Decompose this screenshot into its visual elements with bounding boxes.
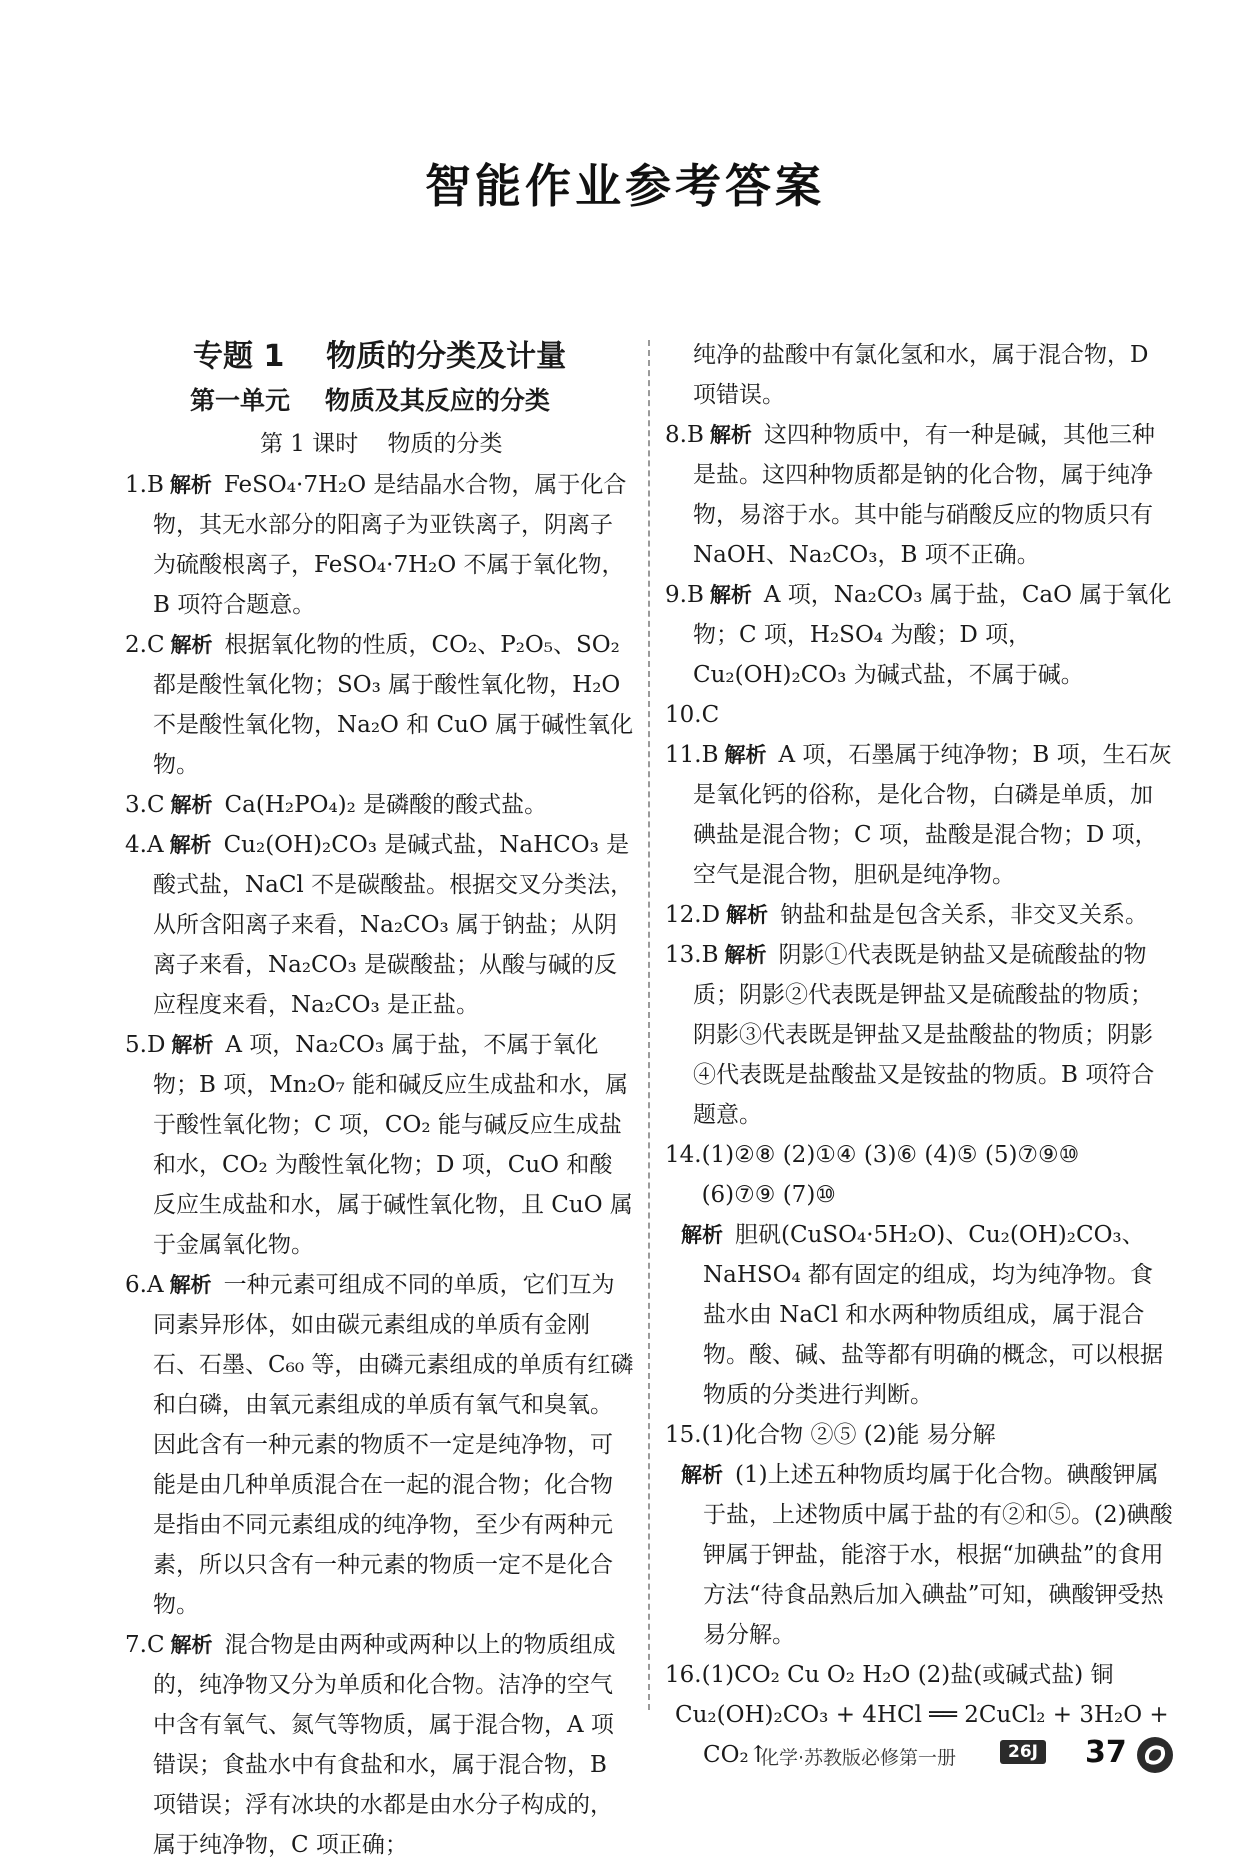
page-footer	[760, 1735, 1200, 1775]
analysis-tag: 解析	[724, 943, 767, 967]
analysis-tag: 解析	[169, 833, 212, 857]
answer-item	[665, 415, 1175, 575]
analysis-tag: 解析	[169, 473, 212, 497]
analysis-text: 钠盐和盐是包含关系，非交叉关系。	[780, 902, 1149, 928]
item-number: 1.B	[125, 472, 164, 498]
analysis-tag: 解析	[726, 903, 769, 927]
q14-analysis	[665, 1215, 1175, 1415]
item-number: 14.	[665, 1142, 702, 1168]
analysis-text: 一种元素可组成不同的单质，它们互为同素异形体，如由碳元素组成的单质有金刚石、石墨、C₆₀ 等，由磷元素组成的单质有红磷和白磷，由氧元素组成的单质有氧气和臭氧。因此含有一种元素的物质不一定是纯净物，可能是由几种单质混合在一起的混合物；化合物是指由不同元素组成的纯净物，至少有两种元素，所以只含有一种元素的物质一定不是化合物。	[153, 1272, 634, 1618]
page-number: 37	[1085, 1735, 1127, 1770]
item-number: 2.C	[125, 632, 165, 658]
analysis-text: A 项，石墨属于纯净物；B 项，生石灰是氧化钙的俗称，是化合物，白磷是单质，加碘盐是混合物；C 项，盐酸是混合物；D 项，空气是混合物，胆矾是纯净物。	[693, 742, 1172, 888]
footer-subject: 化学·苏教版必修第一册	[760, 1747, 957, 1769]
q16-equation: Cu₂(OH)₂CO₃ + 4HCl ══ 2CuCl₂ + 3H₂O + CO₂↑	[675, 1702, 1169, 1768]
answer-item	[665, 895, 1175, 935]
answer-item	[125, 785, 635, 825]
q14-analysis-text: 胆矾(CuSO₄·5H₂O)、Cu₂(OH)₂CO₃、NaHSO₄ 都有固定的组成，均为纯净物。食盐水由 NaCl 和水两种物质组成，属于混合物。酸、碱、盐等都有明确的概念，可以根据物质的分类进行判断。	[703, 1222, 1163, 1408]
analysis-text: Cu₂(OH)₂CO₃ 是碱式盐，NaHCO₃ 是酸式盐，NaCl 不是碳酸盐。根据交叉分类法，从所含阳离子来看，Na₂CO₃ 属于钠盐；从阴离子来看，Na₂CO₃ 是碳酸盐；从酸与碱的反应程度来看，Na₂CO₃ 是正盐。	[153, 832, 634, 1018]
analysis-text: A 项，Na₂CO₃ 属于盐，CaO 属于氧化物；C 项，H₂SO₄ 为酸；D 项，Cu₂(OH)₂CO₃ 为碱式盐，不属于碱。	[693, 582, 1172, 688]
item-number: 15.	[665, 1422, 702, 1448]
answer-item	[125, 1625, 635, 1865]
analysis-tag: 解析	[170, 633, 213, 657]
item-number: 16.	[665, 1662, 702, 1688]
answer-item	[125, 625, 635, 785]
item-number: 13.B	[665, 942, 719, 968]
analysis-tag: 解析	[681, 1223, 723, 1247]
q14-answer-line2-row	[665, 1175, 1175, 1215]
item-number: 9.B	[665, 582, 704, 608]
analysis-text: Ca(H₂PO₄)₂ 是磷酸的酸式盐。	[224, 792, 548, 818]
answer-item	[125, 1265, 635, 1625]
analysis-tag: 解析	[171, 1033, 214, 1057]
item-number: 12.D	[665, 902, 721, 928]
q14-answer-line1: (1)②⑧ (2)①④ (3)⑥ (4)⑤ (5)⑦⑨⑩	[701, 1142, 1080, 1168]
item-number: 7.C	[125, 1632, 165, 1658]
analysis-tag: 解析	[709, 583, 752, 607]
answer-item	[665, 735, 1175, 895]
answer-item-14	[665, 1135, 1175, 1175]
analysis-text: FeSO₄·7H₂O 是结晶水合物，属于化合物，其无水部分的阳离子为亚铁离子，阴离子为硫酸根离子，FeSO₄·7H₂O 不属于氧化物，B 项符合题意。	[153, 472, 627, 618]
item-number: 11.B	[665, 742, 719, 768]
lesson-heading: 第 1 课时 物质的分类	[260, 431, 503, 457]
answer-item	[665, 695, 1175, 735]
item-number: 8.B	[665, 422, 704, 448]
item-number: 5.D	[125, 1032, 166, 1058]
unit-heading: 第一单元 物质及其反应的分类	[190, 386, 550, 415]
answer-list-left	[125, 465, 635, 1865]
analysis-tag: 解析	[681, 1463, 723, 1487]
analysis-tag: 解析	[170, 793, 213, 817]
q15-analysis-text: (1)上述五种物质均属于化合物。碘酸钾属于盐，上述物质中属于盐的有②和⑤。(2)碘酸钾属于钾盐，能溶于水，根据“加碘盐”的食用方法“待食品熟后加入碘盐”可知，碘酸钾受热易分解。	[703, 1462, 1173, 1648]
analysis-text: 阴影①代表既是钠盐又是硫酸盐的物质；阴影②代表既是钾盐又是硫酸盐的物质；阴影③代表既是钾盐又是盐酸盐的物质；阴影④代表既是盐酸盐又是铵盐的物质。B 项符合题意。	[693, 942, 1155, 1128]
answer-item	[125, 825, 635, 1025]
answer-item-15	[665, 1415, 1175, 1455]
left-column	[125, 335, 635, 1865]
item-number: 10.C	[665, 702, 720, 728]
answer-item	[665, 935, 1175, 1135]
analysis-text: A 项，Na₂CO₃ 属于盐，不属于氧化物；B 项，Mn₂O₇ 能和碱反应生成盐和水，属于酸性氧化物；C 项，CO₂ 能与碱反应生成盐和水，CO₂ 为酸性氧化物；D 项，CuO 和酸反应生成盐和水，属于碱性氧化物，且 CuO 属于金属氧化物。	[153, 1032, 633, 1258]
analysis-text: 混合物是由两种或两种以上的物质组成的，纯净物又分为单质和化合物。洁净的空气中含有氧气、氮气等物质，属于混合物，A 项错误；食盐水中有食盐和水，属于混合物，B 项错误；浮有冰块的水都是由水分子构成的，属于纯净物，C 项正确；	[153, 1632, 616, 1858]
answer-item	[665, 575, 1175, 695]
q16-answer: (1)CO₂ Cu O₂ H₂O (2)盐(或碱式盐) 铜	[701, 1662, 1114, 1688]
analysis-tag: 解析	[170, 1633, 213, 1657]
column-divider	[648, 340, 650, 1710]
answer-item	[125, 465, 635, 625]
analysis-tag: 解析	[169, 1273, 212, 1297]
analysis-tag: 解析	[724, 743, 767, 767]
item-number: 6.A	[125, 1272, 164, 1298]
answer-continuation: 纯净的盐酸中有氯化氢和水，属于混合物，D 项错误。	[693, 342, 1149, 408]
q15-analysis	[665, 1455, 1175, 1655]
analysis-text: 根据氧化物的性质，CO₂、P₂O₅、SO₂ 都是酸性氧化物；SO₃ 属于酸性氧化物，H₂O 不是酸性氧化物，Na₂O 和 CuO 属于碱性氧化物。	[153, 632, 634, 778]
item-number: 4.A	[125, 832, 164, 858]
publisher-logo-icon	[1135, 1735, 1175, 1775]
right-column	[665, 335, 1175, 1775]
analysis-tag: 解析	[709, 423, 752, 447]
answer-item	[125, 1025, 635, 1265]
topic-heading: 专题 1 物质的分类及计量	[193, 339, 567, 374]
item-number: 3.C	[125, 792, 165, 818]
q14-answer-line2: (6)⑦⑨ (7)⑩	[701, 1182, 836, 1208]
answer-list-right	[665, 415, 1175, 1135]
answer-item-16	[665, 1655, 1175, 1695]
page-title: 智能作业参考答案	[425, 159, 825, 213]
q15-answer: (1)化合物 ②⑤ (2)能 易分解	[701, 1422, 996, 1448]
analysis-text: 这四种物质中，有一种是碱，其他三种是盐。这四种物质都是钠的化合物，属于纯净物，易溶于水。其中能与硝酸反应的物质只有 NaOH、Na₂CO₃，B 项不正确。	[693, 422, 1155, 568]
footer-code-badge: 26J	[1000, 1740, 1046, 1764]
